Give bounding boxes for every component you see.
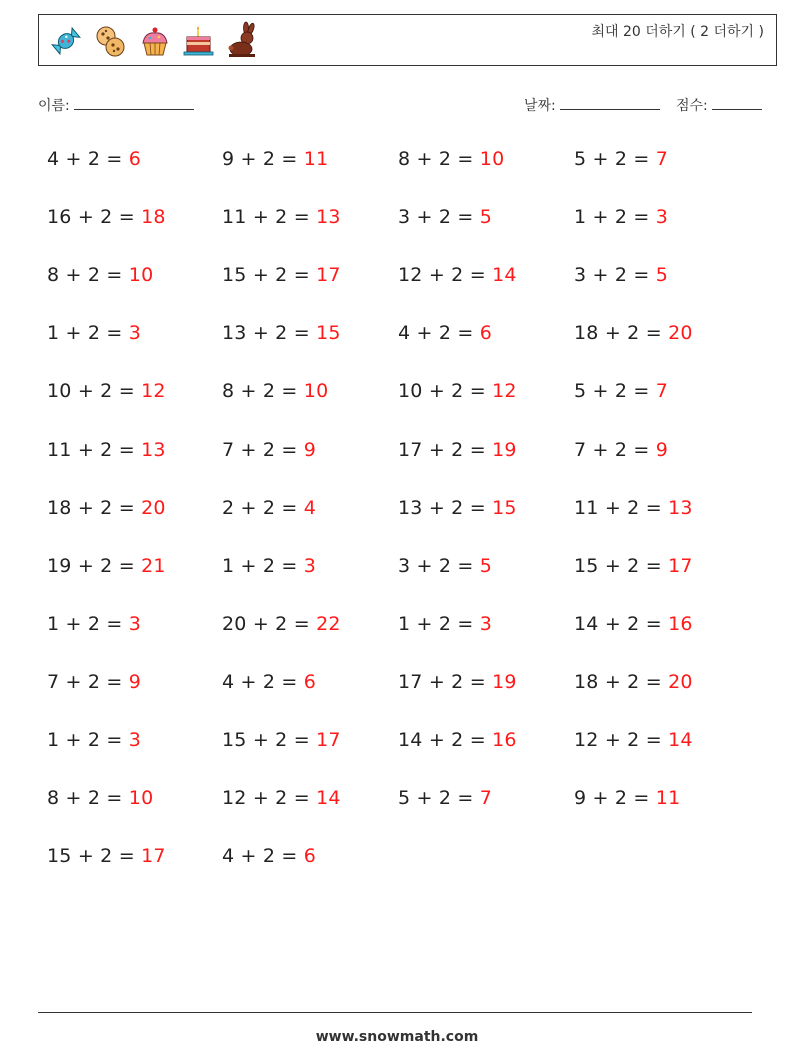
problem-item xyxy=(47,787,153,809)
footer-divider xyxy=(38,1012,752,1013)
date-line xyxy=(560,94,660,110)
problem-answer: 21 xyxy=(141,554,166,577)
date-field xyxy=(524,94,660,115)
problem-answer: 7 xyxy=(479,787,493,810)
problem-question: 9 + 2 = xyxy=(222,148,298,170)
problem-question: 1 + 2 = xyxy=(47,729,123,751)
problem-question: 11 + 2 = xyxy=(574,496,662,519)
problem-answer: 16 xyxy=(492,729,517,751)
problem-question: 4 + 2 = xyxy=(47,148,123,170)
problem-item xyxy=(398,729,517,751)
problem-item xyxy=(47,555,166,577)
problem-answer: 17 xyxy=(141,845,166,868)
problem-question: 15 + 2 = xyxy=(47,845,135,868)
problem-item xyxy=(222,613,341,635)
problem-answer: 10 xyxy=(128,787,154,810)
problem-item xyxy=(47,671,141,693)
problem-answer: 5 xyxy=(479,554,493,577)
problem-question: 8 + 2 = xyxy=(47,264,123,287)
problem-question: 7 + 2 = xyxy=(47,670,123,693)
problem-question: 7 + 2 = xyxy=(574,438,650,461)
problem-question: 5 + 2 = xyxy=(574,380,650,403)
problem-answer: 17 xyxy=(316,264,341,287)
worksheet-header xyxy=(38,14,777,66)
problem-item xyxy=(222,206,341,228)
problem-item xyxy=(574,264,668,286)
problem-question: 4 + 2 = xyxy=(398,322,474,345)
problem-item xyxy=(47,497,166,519)
problem-question: 15 + 2 = xyxy=(222,729,310,751)
problem-question: 3 + 2 = xyxy=(574,264,650,287)
candy-icon xyxy=(49,21,84,61)
problem-answer: 20 xyxy=(141,496,166,519)
name-label: 이름: xyxy=(38,98,70,114)
problem-answer: 4 xyxy=(303,496,317,519)
problem-answer: 10 xyxy=(128,264,154,287)
problem-answer: 7 xyxy=(655,148,669,170)
problem-answer: 3 xyxy=(479,612,493,635)
problem-item xyxy=(574,322,693,344)
problem-answer: 17 xyxy=(668,554,693,577)
problem-question: 4 + 2 = xyxy=(222,670,298,693)
problem-item xyxy=(47,322,141,344)
header-icons xyxy=(49,21,260,61)
cupcake-icon xyxy=(137,21,172,61)
problem-item xyxy=(574,787,680,809)
problem-item xyxy=(222,439,316,461)
problem-question: 1 + 2 = xyxy=(574,206,650,229)
problem-answer: 13 xyxy=(141,438,166,461)
problem-question: 12 + 2 = xyxy=(222,787,310,810)
problem-question: 11 + 2 = xyxy=(222,206,310,229)
problem-question: 14 + 2 = xyxy=(398,729,486,751)
footer-site: www.snowmath.com xyxy=(315,1029,479,1045)
problem-item xyxy=(574,148,668,170)
problem-item xyxy=(398,613,492,635)
problem-question: 14 + 2 = xyxy=(574,612,662,635)
problem-answer: 20 xyxy=(668,322,693,345)
problem-item xyxy=(574,613,693,635)
problem-item xyxy=(47,206,166,228)
score-field xyxy=(676,94,762,115)
problem-question: 5 + 2 = xyxy=(574,148,650,170)
problem-item xyxy=(222,148,328,170)
problem-answer: 14 xyxy=(316,787,341,810)
problem-item xyxy=(574,555,693,577)
problem-item xyxy=(47,264,153,286)
problem-item xyxy=(398,671,517,693)
problem-answer: 15 xyxy=(316,322,341,345)
problem-answer: 14 xyxy=(492,264,517,287)
problem-answer: 3 xyxy=(128,322,142,345)
problem-question: 3 + 2 = xyxy=(398,206,474,229)
problem-question: 8 + 2 = xyxy=(222,380,298,403)
date-label: 날짜: xyxy=(524,98,556,114)
problem-item xyxy=(222,497,316,519)
problem-question: 18 + 2 = xyxy=(574,670,662,693)
problem-answer: 9 xyxy=(655,438,669,461)
problem-item xyxy=(47,845,166,867)
problem-question: 4 + 2 = xyxy=(222,845,298,868)
problem-answer: 6 xyxy=(479,322,493,345)
problem-answer: 11 xyxy=(655,787,681,810)
problem-item xyxy=(398,148,504,170)
problem-item xyxy=(398,206,492,228)
problem-item xyxy=(398,555,492,577)
problem-item xyxy=(47,148,141,170)
problem-answer: 13 xyxy=(316,206,341,229)
problem-question: 17 + 2 = xyxy=(398,670,486,693)
problem-question: 13 + 2 = xyxy=(222,322,310,345)
chocolate-bunny-icon xyxy=(225,21,260,61)
problem-question: 1 + 2 = xyxy=(398,612,474,635)
problem-question: 10 + 2 = xyxy=(47,380,135,403)
problem-item xyxy=(574,380,668,402)
problem-answer: 10 xyxy=(303,380,329,403)
problem-question: 19 + 2 = xyxy=(47,554,135,577)
problem-item xyxy=(222,380,328,402)
worksheet-title: 최대 20 더하기 ( 2 더하기 ) xyxy=(591,24,764,40)
problem-item xyxy=(398,497,517,519)
problem-item xyxy=(222,671,316,693)
problem-answer: 9 xyxy=(128,670,142,693)
problem-question: 16 + 2 = xyxy=(47,206,135,229)
problem-item xyxy=(398,322,492,344)
problem-item xyxy=(222,787,341,809)
problem-answer: 3 xyxy=(128,729,142,751)
problem-item xyxy=(222,845,316,867)
problem-answer: 10 xyxy=(479,148,505,170)
problem-item xyxy=(398,787,492,809)
problem-answer: 12 xyxy=(141,380,166,403)
problem-answer: 5 xyxy=(479,206,493,229)
problem-answer: 6 xyxy=(303,845,317,868)
cookies-icon xyxy=(93,21,128,61)
problem-item xyxy=(222,555,316,577)
problem-question: 17 + 2 = xyxy=(398,438,486,461)
problem-question: 10 + 2 = xyxy=(398,380,486,403)
problem-answer: 17 xyxy=(316,729,341,751)
problem-answer: 6 xyxy=(128,148,142,170)
problem-answer: 16 xyxy=(668,612,693,635)
problem-item xyxy=(222,729,341,751)
problem-answer: 9 xyxy=(303,438,317,461)
problem-answer: 7 xyxy=(655,380,669,403)
problem-question: 15 + 2 = xyxy=(574,554,662,577)
problem-answer: 3 xyxy=(128,612,142,635)
problem-question: 8 + 2 = xyxy=(47,787,123,810)
problem-item xyxy=(398,380,517,402)
problem-answer: 11 xyxy=(303,148,329,170)
birthday-cake-icon xyxy=(181,21,216,61)
problem-question: 9 + 2 = xyxy=(574,787,650,810)
problem-answer: 18 xyxy=(141,206,166,229)
problem-item xyxy=(222,322,341,344)
problem-answer: 6 xyxy=(303,670,317,693)
problem-question: 8 + 2 = xyxy=(398,148,474,170)
problem-question: 7 + 2 = xyxy=(222,438,298,461)
problem-question: 3 + 2 = xyxy=(398,554,474,577)
problem-item xyxy=(398,439,517,461)
problem-answer: 19 xyxy=(492,438,517,461)
problem-answer: 5 xyxy=(655,264,669,287)
problem-item xyxy=(47,380,166,402)
score-line xyxy=(712,94,762,110)
problem-question: 5 + 2 = xyxy=(398,787,474,810)
problem-item xyxy=(574,497,693,519)
problem-answer: 14 xyxy=(668,729,693,751)
problem-answer: 3 xyxy=(303,554,317,577)
problem-answer: 12 xyxy=(492,380,517,403)
problem-item xyxy=(574,206,668,228)
problem-answer: 3 xyxy=(655,206,669,229)
problem-item xyxy=(222,264,341,286)
problem-question: 1 + 2 = xyxy=(222,554,298,577)
score-label: 점수: xyxy=(676,98,708,114)
problem-answer: 22 xyxy=(316,612,341,635)
problem-question: 11 + 2 = xyxy=(47,438,135,461)
name-field xyxy=(38,94,194,115)
problem-question: 18 + 2 = xyxy=(574,322,662,345)
problem-answer: 15 xyxy=(492,496,517,519)
problem-question: 18 + 2 = xyxy=(47,496,135,519)
problem-item xyxy=(574,439,668,461)
problem-item xyxy=(574,671,693,693)
problem-item xyxy=(574,729,693,751)
problem-question: 12 + 2 = xyxy=(398,264,486,287)
problem-answer: 19 xyxy=(492,670,517,693)
name-line xyxy=(74,94,194,110)
problem-item xyxy=(47,439,166,461)
problem-item xyxy=(47,613,141,635)
problem-item xyxy=(47,729,141,751)
problem-answer: 20 xyxy=(668,670,693,693)
problem-question: 12 + 2 = xyxy=(574,729,662,751)
problem-item xyxy=(398,264,517,286)
problem-question: 2 + 2 = xyxy=(222,496,298,519)
problem-question: 20 + 2 = xyxy=(222,612,310,635)
problem-question: 15 + 2 = xyxy=(222,264,310,287)
problem-answer: 13 xyxy=(668,496,693,519)
problem-question: 13 + 2 = xyxy=(398,496,486,519)
problem-question: 1 + 2 = xyxy=(47,322,123,345)
problem-question: 1 + 2 = xyxy=(47,612,123,635)
